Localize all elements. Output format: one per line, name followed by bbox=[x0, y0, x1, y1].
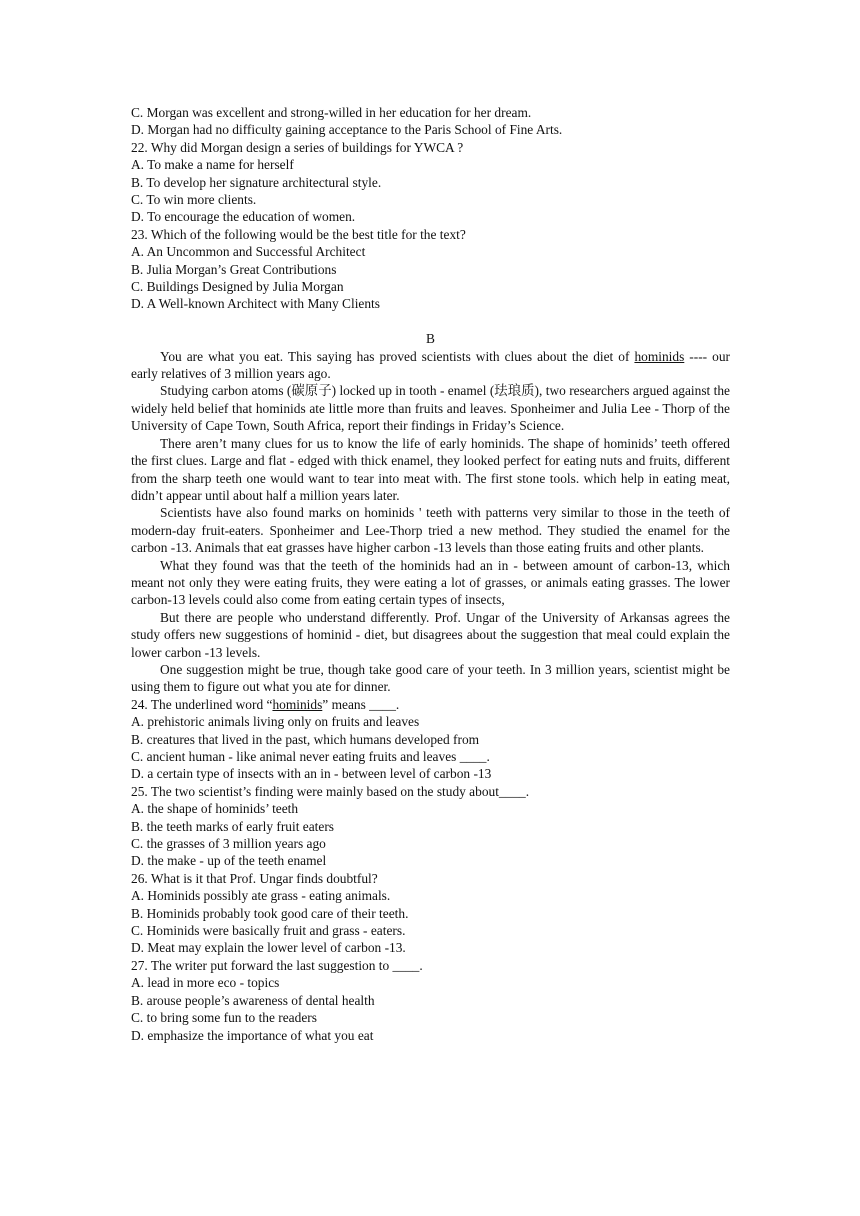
option-24b: B. creatures that lived in the past, which humans developed from bbox=[131, 731, 480, 747]
passage-paragraph-5: What they found was that the teeth of the hominids had an in - between amount of carbon-13, which meant not only they were eating fruits, they were eating a lot of grasses, or animals eating grasses. The lower carbon-13 levels could also come from eating certain types of insects, bbox=[131, 557, 730, 608]
option-26a: A. Hominids possibly ate grass - eating animals. bbox=[131, 888, 391, 904]
option-22c: C. To win more clients. bbox=[131, 192, 257, 208]
option-21c: C. Morgan was excellent and strong-willed in her education for her dream. bbox=[131, 105, 532, 120]
question-24-stem: 24. The underlined word “hominids” means ____. bbox=[131, 696, 400, 712]
passage-paragraph-6: But there are people who understand differently. Prof. Ungar of the University of Arkansas agrees the study offers new suggestions of hominid - diet, but disagrees about the suggestion that meal could explain the lower carbon -13 levels. bbox=[131, 609, 730, 660]
option-23c: C. Buildings Designed by Julia Morgan bbox=[131, 279, 344, 295]
passage-paragraph-4: Scientists have also found marks on hominids ' teeth with patterns very similar to those in the teeth of modern-day fruit-eaters. Sponheimer and Lee-Thorp tried a new method. They studied the enamel for the carbon -13. Animals that eat grasses have higher carbon -13 levels than those eating fruits and other plants. bbox=[131, 505, 730, 556]
section-b-heading: B bbox=[426, 331, 435, 347]
question-22-stem: 22. Why did Morgan design a series of buildings for YWCA ? bbox=[131, 139, 464, 155]
option-27a: A. lead in more eco - topics bbox=[131, 975, 280, 991]
option-25c: C. the grasses of 3 million years ago bbox=[131, 836, 326, 852]
option-26d: D. Meat may explain the lower level of carbon -13. bbox=[131, 940, 406, 956]
passage-paragraph-2: Studying carbon atoms (碳原子) locked up in tooth - enamel (珐琅质), two researchers argued against the widely held belief that hominids ate little more than fruits and leaves. Sponheimer and Julia Lee - Thorp of the University of Cape Town, South Africa, report their findings in Friday’s Science. bbox=[131, 383, 730, 434]
option-26c: C. Hominids were basically fruit and grass - eaters. bbox=[131, 923, 406, 939]
option-21d: D. Morgan had no difficulty gaining acceptance to the Paris School of Fine Arts. bbox=[131, 122, 563, 138]
option-22d: D. To encourage the education of women. bbox=[131, 209, 356, 225]
option-27d: D. emphasize the importance of what you eat bbox=[131, 1027, 374, 1043]
underlined-word-hominids: hominids bbox=[634, 348, 685, 364]
question-27-stem: 27. The writer put forward the last suggestion to ____. bbox=[131, 957, 423, 973]
option-25b: B. the teeth marks of early fruit eaters bbox=[131, 818, 335, 834]
option-22b: B. To develop her signature architectural style. bbox=[131, 174, 382, 190]
passage-paragraph-1: You are what you eat. This saying has proved scientists with clues about the diet of hominids ---- our early relatives of 3 million years ago. bbox=[131, 348, 730, 382]
option-24d: D. a certain type of insects with an in - between level of carbon -13 bbox=[131, 766, 492, 782]
question-26-stem: 26. What is it that Prof. Ungar finds doubtful? bbox=[131, 870, 378, 886]
passage-paragraph-7: One suggestion might be true, though take good care of your teeth. In 3 million years, scientist might be using them to figure out what you ate for dinner. bbox=[131, 661, 730, 695]
option-24c: C. ancient human - like animal never eating fruits and leaves ____. bbox=[131, 749, 490, 765]
option-26b: B. Hominids probably took good care of their teeth. bbox=[131, 905, 409, 921]
option-23d: D. A Well-known Architect with Many Clients bbox=[131, 296, 380, 312]
passage-paragraph-3: There aren’t many clues for us to know the life of early hominids. The shape of hominids’ teeth offered the first clues. Large and flat - edged with thick enamel, they looked perfect for eating nuts and fruits, different from the sharp teeth one would want to tear into meat with. The first stone tools. which help in eating meat, didn’t appear until about half a million years later. bbox=[131, 435, 730, 503]
underlined-word: hominids bbox=[272, 696, 323, 712]
option-23a: A. An Uncommon and Successful Architect bbox=[131, 244, 366, 260]
option-27c: C. to bring some fun to the readers bbox=[131, 1010, 317, 1026]
option-22a: A. To make a name for herself bbox=[131, 157, 294, 173]
question-23-stem: 23. Which of the following would be the best title for the text? bbox=[131, 226, 466, 242]
question-25-stem: 25. The two scientist’s finding were mainly based on the study about____. bbox=[131, 783, 530, 799]
document-page bbox=[131, 104, 730, 1044]
option-25a: A. the shape of hominids’ teeth bbox=[131, 801, 299, 817]
option-23b: B. Julia Morgan’s Great Contributions bbox=[131, 261, 337, 277]
option-27b: B. arouse people’s awareness of dental health bbox=[131, 992, 375, 1008]
option-24a: A. prehistoric animals living only on fruits and leaves bbox=[131, 714, 420, 730]
option-25d: D. the make - up of the teeth enamel bbox=[131, 853, 327, 869]
